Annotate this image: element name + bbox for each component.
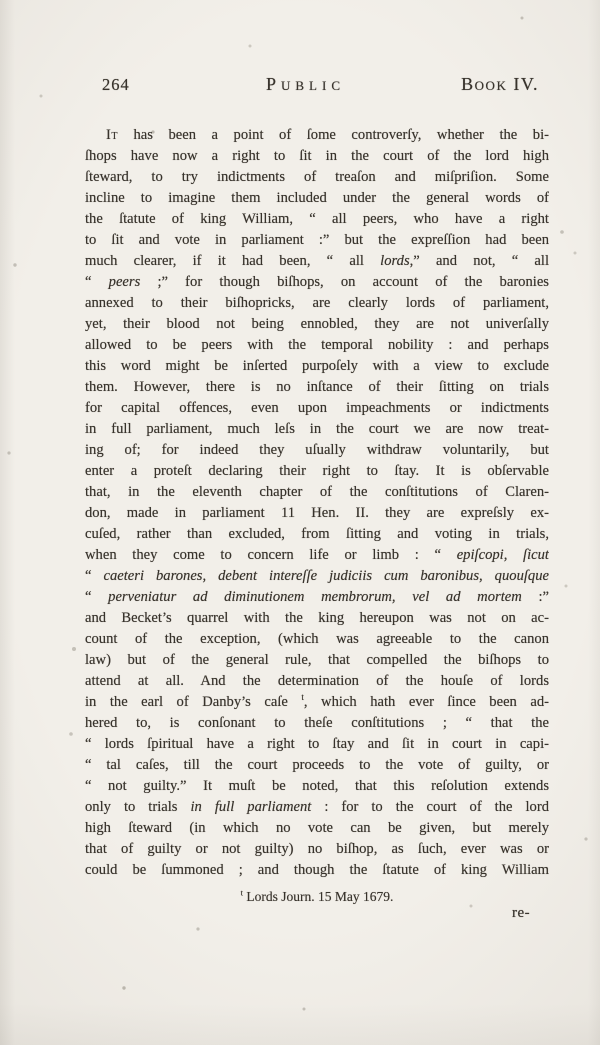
body-text <box>85 125 549 881</box>
text-line: in the earl of Danby’s caſe $^t$, which hath ever ſince been ad- <box>85 692 549 710</box>
running-title: Public <box>265 74 345 94</box>
text-line: much clearer, if it had been, “ all lords,” and not, “ all <box>85 253 549 269</box>
text-line: ſhops have now a right to ſit in the court of the lord high <box>85 148 549 164</box>
text-line: don, made in parliament 11 Hen. II. they are expreſsly ex- <box>85 505 549 521</box>
text-line: only to trials in full parliament : for to the court of the lord <box>85 799 549 815</box>
text-line: annexed to their biſhopricks, are clearly lords of parliament, <box>85 295 549 311</box>
text-line: and Becket’s quarrel with the king hereupon was not on ac- <box>85 610 549 626</box>
text-line: “ tal caſes, till the court proceeds to the vote of guilty, or <box>85 757 549 773</box>
text-line: allowed to be peers with the temporal nobility : and perhaps <box>85 337 549 353</box>
footnote-marker: t <box>240 888 243 898</box>
text-line: that, in the eleventh chapter of the conſtitutions of Claren- <box>85 484 549 500</box>
text-line: yet, their blood not being ennobled, they are not univerſally <box>85 316 549 332</box>
text-line: could be ſummoned ; and though the ſtatute of king William <box>85 862 549 878</box>
text-line: ing of; for indeed they uſually withdraw voluntarily, but <box>85 442 549 458</box>
text-line: attend at all. And the determination of the houſe of lords <box>85 673 549 689</box>
text-line: cuſed, rather than excluded, from ſitting and voting in trials, <box>85 526 549 542</box>
page-number: 264 <box>102 75 130 94</box>
text-line: It has been a point of ſome controverſy, whether the bi- <box>106 127 549 143</box>
text-line: count of the exception, (which was agreeable to the canon <box>85 631 549 647</box>
text-line: the ſtatute of king William, “ all peers, who have a right <box>85 211 549 227</box>
text-line: when they come to concern life or limb : “ epiſcopi, ſicut <box>85 547 549 563</box>
text-line: “ caeteri barones, debent intereſſe judiciis cum baronibus, quouſque <box>85 568 549 584</box>
text-line: to ſit and vote in parliament :” but the expreſſion had been <box>85 232 549 248</box>
running-head <box>85 74 549 95</box>
catchword: re- <box>512 905 531 921</box>
book-label: Book IV. <box>461 74 539 94</box>
paper-specks <box>0 0 2 2</box>
footnote-text: Lords Journ. 15 May 1679. <box>246 889 394 904</box>
text-line: them. However, there is no inſtance of their ſitting on trials <box>85 379 549 395</box>
text-line: hered to, is conſonant to theſe conſtitutions ; “ that the <box>85 715 549 731</box>
text-line: ſteward, to try indictments of treaſon and miſpriſion. Some <box>85 169 549 185</box>
text-line: that of guilty or not guilty) no biſhop, as ſuch, ever was or <box>85 841 549 857</box>
text-line: “ not guilty.” It muſt be noted, that this reſolution extends <box>85 778 549 794</box>
text-line: incline to imagine them included under the general words of <box>85 190 549 206</box>
text-line: for capital offences, even upon impeachments or indictments <box>85 400 549 416</box>
text-line: “ perveniatur ad diminutionem membrorum, vel ad mortem :” <box>85 589 549 605</box>
text-line: “ lords ſpiritual have a right to ſtay and ſit in court in capi- <box>85 736 549 752</box>
text-line: law) but of the general rule, that compelled the biſhops to <box>85 652 549 668</box>
footnote <box>85 889 549 905</box>
text-line: this word might be inſerted purpoſely with a view to exclude <box>85 358 549 374</box>
text-line: enter a proteſt declaring their right to ſtay. It is obſervable <box>85 463 549 479</box>
text-line: in full parliament, much leſs in the court we are now treat- <box>85 421 549 437</box>
text-line: high ſteward (in which no vote can be given, but merely <box>85 820 549 836</box>
text-line: “ peers ;” for though biſhops, on account of the baronies <box>85 274 549 290</box>
